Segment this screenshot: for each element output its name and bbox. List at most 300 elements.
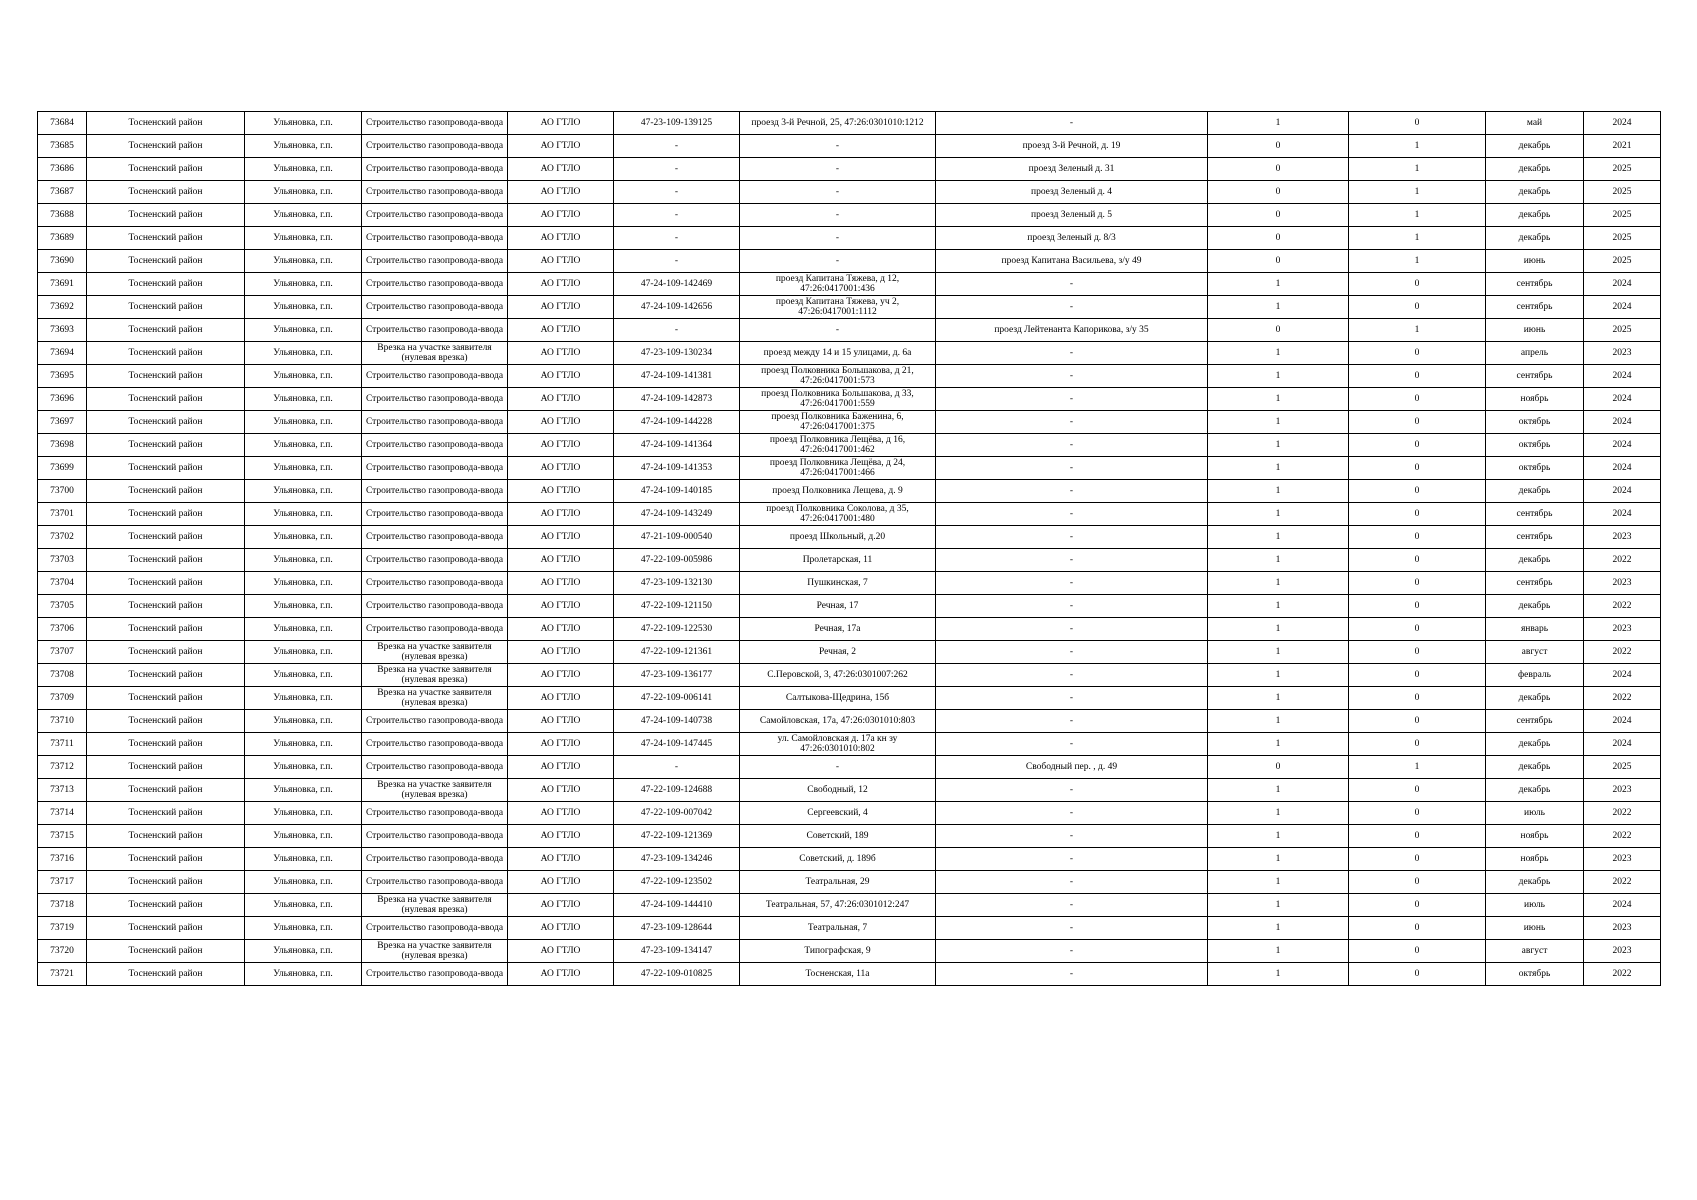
settlement-cell: Ульяновка, г.п.	[245, 112, 362, 135]
settlement-cell: Ульяновка, г.п.	[245, 618, 362, 641]
work-type-cell: Строительство газопровода-ввода	[362, 112, 508, 135]
count-built-cell: 1	[1208, 411, 1349, 434]
application-number-cell: 47-24-109-142656	[614, 296, 740, 319]
count-planned-cell: 0	[1349, 710, 1486, 733]
organization-cell: АО ГТЛО	[508, 641, 614, 664]
object-address-cell: проезд Полковника Большакова, д 33, 47:26:0417001:559	[740, 388, 936, 411]
count-planned-cell: 0	[1349, 526, 1486, 549]
year-cell: 2024	[1584, 388, 1661, 411]
month-cell: январь	[1486, 618, 1584, 641]
count-built-cell: 1	[1208, 802, 1349, 825]
row-number-cell: 73689	[38, 227, 87, 250]
year-cell: 2023	[1584, 342, 1661, 365]
organization-cell: АО ГТЛО	[508, 710, 614, 733]
month-cell: июнь	[1486, 319, 1584, 342]
application-number-cell: 47-23-109-139125	[614, 112, 740, 135]
object-address-cell: Театральная, 57, 47:26:0301012:247	[740, 894, 936, 917]
count-planned-cell: 0	[1349, 664, 1486, 687]
year-cell: 2024	[1584, 112, 1661, 135]
table-row	[38, 411, 1661, 434]
count-built-cell: 1	[1208, 480, 1349, 503]
application-number-cell: 47-24-109-142873	[614, 388, 740, 411]
application-number-cell: 47-22-109-124688	[614, 779, 740, 802]
object-address-cell: проезд между 14 и 15 улицами, д. 6а	[740, 342, 936, 365]
object-address-cell: Советский, д. 189б	[740, 848, 936, 871]
count-planned-cell: 0	[1349, 779, 1486, 802]
count-planned-cell: 0	[1349, 848, 1486, 871]
work-type-cell: Строительство газопровода-ввода	[362, 618, 508, 641]
count-planned-cell: 0	[1349, 641, 1486, 664]
settlement-cell: Ульяновка, г.п.	[245, 825, 362, 848]
count-planned-cell: 0	[1349, 296, 1486, 319]
organization-cell: АО ГТЛО	[508, 296, 614, 319]
planned-address-cell: -	[936, 733, 1208, 756]
count-built-cell: 1	[1208, 618, 1349, 641]
planned-address-cell: -	[936, 802, 1208, 825]
year-cell: 2024	[1584, 503, 1661, 526]
table-row	[38, 342, 1661, 365]
count-planned-cell: 0	[1349, 434, 1486, 457]
object-address-cell: проезд Полковника Лещёва, д 16, 47:26:0417001:462	[740, 434, 936, 457]
count-planned-cell: 1	[1349, 227, 1486, 250]
count-planned-cell: 1	[1349, 319, 1486, 342]
count-built-cell: 1	[1208, 940, 1349, 963]
table-row	[38, 618, 1661, 641]
work-type-cell: Строительство газопровода-ввода	[362, 595, 508, 618]
year-cell: 2023	[1584, 572, 1661, 595]
row-number-cell: 73705	[38, 595, 87, 618]
year-cell: 2025	[1584, 158, 1661, 181]
settlement-cell: Ульяновка, г.п.	[245, 572, 362, 595]
object-address-cell: проезд Полковника Баженина, 6, 47:26:0417001:375	[740, 411, 936, 434]
application-number-cell: -	[614, 135, 740, 158]
table-row	[38, 365, 1661, 388]
organization-cell: АО ГТЛО	[508, 503, 614, 526]
settlement-cell: Ульяновка, г.п.	[245, 503, 362, 526]
planned-address-cell: -	[936, 687, 1208, 710]
work-type-cell: Строительство газопровода-ввода	[362, 158, 508, 181]
count-planned-cell: 0	[1349, 112, 1486, 135]
row-number-cell: 73718	[38, 894, 87, 917]
count-built-cell: 1	[1208, 779, 1349, 802]
count-built-cell: 1	[1208, 894, 1349, 917]
organization-cell: АО ГТЛО	[508, 572, 614, 595]
planned-address-cell: -	[936, 917, 1208, 940]
table-row	[38, 687, 1661, 710]
count-built-cell: 0	[1208, 250, 1349, 273]
planned-address-cell: -	[936, 779, 1208, 802]
count-planned-cell: 0	[1349, 411, 1486, 434]
application-number-cell: 47-24-109-141364	[614, 434, 740, 457]
object-address-cell: -	[740, 319, 936, 342]
row-number-cell: 73719	[38, 917, 87, 940]
work-type-cell: Строительство газопровода-ввода	[362, 181, 508, 204]
district-cell: Тосненский район	[87, 112, 245, 135]
month-cell: сентябрь	[1486, 365, 1584, 388]
settlement-cell: Ульяновка, г.п.	[245, 549, 362, 572]
work-type-cell: Строительство газопровода-ввода	[362, 963, 508, 986]
count-built-cell: 0	[1208, 227, 1349, 250]
count-built-cell: 1	[1208, 112, 1349, 135]
application-number-cell: 47-24-109-144410	[614, 894, 740, 917]
year-cell: 2024	[1584, 710, 1661, 733]
object-address-cell: ул. Самойловская д. 17а кн зу 47:26:0301010:802	[740, 733, 936, 756]
district-cell: Тосненский район	[87, 319, 245, 342]
district-cell: Тосненский район	[87, 963, 245, 986]
settlement-cell: Ульяновка, г.п.	[245, 250, 362, 273]
count-built-cell: 1	[1208, 388, 1349, 411]
settlement-cell: Ульяновка, г.п.	[245, 710, 362, 733]
object-address-cell: проезд Полковника Лещева, д. 9	[740, 480, 936, 503]
data-table	[37, 111, 1661, 986]
settlement-cell: Ульяновка, г.п.	[245, 388, 362, 411]
row-number-cell: 73715	[38, 825, 87, 848]
row-number-cell: 73688	[38, 204, 87, 227]
count-planned-cell: 1	[1349, 135, 1486, 158]
month-cell: декабрь	[1486, 135, 1584, 158]
count-planned-cell: 0	[1349, 365, 1486, 388]
planned-address-cell: -	[936, 710, 1208, 733]
organization-cell: АО ГТЛО	[508, 457, 614, 480]
count-planned-cell: 0	[1349, 503, 1486, 526]
month-cell: декабрь	[1486, 871, 1584, 894]
table-row	[38, 733, 1661, 756]
month-cell: август	[1486, 641, 1584, 664]
object-address-cell: Советский, 189	[740, 825, 936, 848]
district-cell: Тосненский район	[87, 940, 245, 963]
planned-address-cell: Свободный пер. , д. 49	[936, 756, 1208, 779]
district-cell: Тосненский район	[87, 802, 245, 825]
district-cell: Тосненский район	[87, 503, 245, 526]
district-cell: Тосненский район	[87, 457, 245, 480]
settlement-cell: Ульяновка, г.п.	[245, 756, 362, 779]
year-cell: 2024	[1584, 434, 1661, 457]
district-cell: Тосненский район	[87, 411, 245, 434]
table-row	[38, 779, 1661, 802]
organization-cell: АО ГТЛО	[508, 595, 614, 618]
district-cell: Тосненский район	[87, 342, 245, 365]
row-number-cell: 73700	[38, 480, 87, 503]
work-type-cell: Строительство газопровода-ввода	[362, 365, 508, 388]
row-number-cell: 73714	[38, 802, 87, 825]
count-built-cell: 1	[1208, 825, 1349, 848]
table-row	[38, 894, 1661, 917]
month-cell: декабрь	[1486, 687, 1584, 710]
organization-cell: АО ГТЛО	[508, 733, 614, 756]
table-row	[38, 250, 1661, 273]
month-cell: декабрь	[1486, 227, 1584, 250]
month-cell: сентябрь	[1486, 526, 1584, 549]
planned-address-cell: -	[936, 595, 1208, 618]
table-row	[38, 388, 1661, 411]
count-built-cell: 1	[1208, 733, 1349, 756]
settlement-cell: Ульяновка, г.п.	[245, 664, 362, 687]
year-cell: 2023	[1584, 917, 1661, 940]
month-cell: июнь	[1486, 917, 1584, 940]
organization-cell: АО ГТЛО	[508, 526, 614, 549]
row-number-cell: 73684	[38, 112, 87, 135]
organization-cell: АО ГТЛО	[508, 342, 614, 365]
year-cell: 2023	[1584, 940, 1661, 963]
settlement-cell: Ульяновка, г.п.	[245, 457, 362, 480]
work-type-cell: Строительство газопровода-ввода	[362, 319, 508, 342]
settlement-cell: Ульяновка, г.п.	[245, 296, 362, 319]
work-type-cell: Строительство газопровода-ввода	[362, 388, 508, 411]
planned-address-cell: -	[936, 526, 1208, 549]
organization-cell: АО ГТЛО	[508, 894, 614, 917]
district-cell: Тосненский район	[87, 273, 245, 296]
planned-address-cell: -	[936, 848, 1208, 871]
table-row	[38, 296, 1661, 319]
application-number-cell: -	[614, 250, 740, 273]
month-cell: апрель	[1486, 342, 1584, 365]
table-row	[38, 204, 1661, 227]
district-cell: Тосненский район	[87, 250, 245, 273]
table-row	[38, 756, 1661, 779]
district-cell: Тосненский район	[87, 296, 245, 319]
object-address-cell: проезд Капитана Тяжева, уч 2, 47:26:0417001:1112	[740, 296, 936, 319]
table-row	[38, 503, 1661, 526]
count-planned-cell: 0	[1349, 273, 1486, 296]
table-body	[38, 112, 1661, 986]
application-number-cell: 47-24-109-142469	[614, 273, 740, 296]
row-number-cell: 73709	[38, 687, 87, 710]
planned-address-cell: -	[936, 549, 1208, 572]
district-cell: Тосненский район	[87, 733, 245, 756]
district-cell: Тосненский район	[87, 526, 245, 549]
table-row	[38, 710, 1661, 733]
count-planned-cell: 1	[1349, 756, 1486, 779]
settlement-cell: Ульяновка, г.п.	[245, 158, 362, 181]
application-number-cell: -	[614, 227, 740, 250]
application-number-cell: 47-22-109-121369	[614, 825, 740, 848]
year-cell: 2023	[1584, 779, 1661, 802]
planned-address-cell: проезд Капитана Васильева, з/у 49	[936, 250, 1208, 273]
table-row	[38, 158, 1661, 181]
organization-cell: АО ГТЛО	[508, 687, 614, 710]
year-cell: 2024	[1584, 365, 1661, 388]
count-planned-cell: 0	[1349, 457, 1486, 480]
month-cell: сентябрь	[1486, 273, 1584, 296]
organization-cell: АО ГТЛО	[508, 618, 614, 641]
district-cell: Тосненский район	[87, 158, 245, 181]
organization-cell: АО ГТЛО	[508, 664, 614, 687]
work-type-cell: Строительство газопровода-ввода	[362, 411, 508, 434]
year-cell: 2025	[1584, 250, 1661, 273]
year-cell: 2023	[1584, 848, 1661, 871]
month-cell: октябрь	[1486, 434, 1584, 457]
settlement-cell: Ульяновка, г.п.	[245, 595, 362, 618]
year-cell: 2024	[1584, 480, 1661, 503]
planned-address-cell: -	[936, 641, 1208, 664]
planned-address-cell: -	[936, 365, 1208, 388]
count-built-cell: 1	[1208, 664, 1349, 687]
district-cell: Тосненский район	[87, 572, 245, 595]
planned-address-cell: проезд Зеленый д. 8/3	[936, 227, 1208, 250]
count-built-cell: 1	[1208, 503, 1349, 526]
organization-cell: АО ГТЛО	[508, 273, 614, 296]
organization-cell: АО ГТЛО	[508, 365, 614, 388]
settlement-cell: Ульяновка, г.п.	[245, 848, 362, 871]
year-cell: 2024	[1584, 664, 1661, 687]
work-type-cell: Строительство газопровода-ввода	[362, 848, 508, 871]
organization-cell: АО ГТЛО	[508, 480, 614, 503]
count-planned-cell: 1	[1349, 158, 1486, 181]
district-cell: Тосненский район	[87, 204, 245, 227]
application-number-cell: 47-24-109-140185	[614, 480, 740, 503]
count-built-cell: 1	[1208, 871, 1349, 894]
count-built-cell: 1	[1208, 434, 1349, 457]
application-number-cell: -	[614, 319, 740, 342]
district-cell: Тосненский район	[87, 388, 245, 411]
application-number-cell: 47-24-109-140738	[614, 710, 740, 733]
object-address-cell: Пушкинская, 7	[740, 572, 936, 595]
work-type-cell: Строительство газопровода-ввода	[362, 802, 508, 825]
organization-cell: АО ГТЛО	[508, 963, 614, 986]
table-row	[38, 664, 1661, 687]
district-cell: Тосненский район	[87, 779, 245, 802]
count-planned-cell: 0	[1349, 917, 1486, 940]
month-cell: июль	[1486, 802, 1584, 825]
planned-address-cell: -	[936, 825, 1208, 848]
table-row	[38, 112, 1661, 135]
organization-cell: АО ГТЛО	[508, 227, 614, 250]
planned-address-cell: -	[936, 457, 1208, 480]
organization-cell: АО ГТЛО	[508, 825, 614, 848]
year-cell: 2022	[1584, 871, 1661, 894]
district-cell: Тосненский район	[87, 595, 245, 618]
month-cell: декабрь	[1486, 595, 1584, 618]
table-row	[38, 871, 1661, 894]
settlement-cell: Ульяновка, г.п.	[245, 480, 362, 503]
object-address-cell: -	[740, 181, 936, 204]
settlement-cell: Ульяновка, г.п.	[245, 894, 362, 917]
table-row	[38, 963, 1661, 986]
application-number-cell: 47-23-109-134246	[614, 848, 740, 871]
table-row	[38, 595, 1661, 618]
year-cell: 2023	[1584, 618, 1661, 641]
planned-address-cell: -	[936, 894, 1208, 917]
object-address-cell: проезд Капитана Тяжева, д 12, 47:26:0417001:436	[740, 273, 936, 296]
object-address-cell: Пролетарская, 11	[740, 549, 936, 572]
row-number-cell: 73701	[38, 503, 87, 526]
table-row	[38, 848, 1661, 871]
month-cell: декабрь	[1486, 480, 1584, 503]
work-type-cell: Строительство газопровода-ввода	[362, 250, 508, 273]
table-row	[38, 227, 1661, 250]
year-cell: 2023	[1584, 526, 1661, 549]
district-cell: Тосненский район	[87, 549, 245, 572]
row-number-cell: 73685	[38, 135, 87, 158]
planned-address-cell: -	[936, 572, 1208, 595]
application-number-cell: 47-22-109-121150	[614, 595, 740, 618]
planned-address-cell: -	[936, 273, 1208, 296]
count-built-cell: 1	[1208, 549, 1349, 572]
month-cell: ноябрь	[1486, 848, 1584, 871]
application-number-cell: 47-24-109-141353	[614, 457, 740, 480]
count-planned-cell: 0	[1349, 480, 1486, 503]
planned-address-cell: проезд 3-й Речной, д. 19	[936, 135, 1208, 158]
work-type-cell: Строительство газопровода-ввода	[362, 434, 508, 457]
district-cell: Тосненский район	[87, 618, 245, 641]
district-cell: Тосненский район	[87, 480, 245, 503]
count-built-cell: 1	[1208, 342, 1349, 365]
object-address-cell: Салтыкова-Щедрина, 15б	[740, 687, 936, 710]
settlement-cell: Ульяновка, г.п.	[245, 687, 362, 710]
year-cell: 2022	[1584, 595, 1661, 618]
application-number-cell: 47-22-109-010825	[614, 963, 740, 986]
year-cell: 2022	[1584, 549, 1661, 572]
month-cell: июль	[1486, 894, 1584, 917]
settlement-cell: Ульяновка, г.п.	[245, 526, 362, 549]
application-number-cell: 47-23-109-134147	[614, 940, 740, 963]
object-address-cell: Свободный, 12	[740, 779, 936, 802]
month-cell: июнь	[1486, 250, 1584, 273]
organization-cell: АО ГТЛО	[508, 135, 614, 158]
district-cell: Тосненский район	[87, 687, 245, 710]
work-type-cell: Строительство газопровода-ввода	[362, 756, 508, 779]
year-cell: 2022	[1584, 825, 1661, 848]
row-number-cell: 73691	[38, 273, 87, 296]
month-cell: декабрь	[1486, 204, 1584, 227]
settlement-cell: Ульяновка, г.п.	[245, 365, 362, 388]
work-type-cell: Строительство газопровода-ввода	[362, 710, 508, 733]
organization-cell: АО ГТЛО	[508, 319, 614, 342]
planned-address-cell: -	[936, 112, 1208, 135]
month-cell: октябрь	[1486, 963, 1584, 986]
planned-address-cell: -	[936, 664, 1208, 687]
month-cell: декабрь	[1486, 158, 1584, 181]
work-type-cell: Строительство газопровода-ввода	[362, 825, 508, 848]
row-number-cell: 73704	[38, 572, 87, 595]
object-address-cell: Речная, 17а	[740, 618, 936, 641]
month-cell: октябрь	[1486, 411, 1584, 434]
count-built-cell: 0	[1208, 181, 1349, 204]
settlement-cell: Ульяновка, г.п.	[245, 342, 362, 365]
organization-cell: АО ГТЛО	[508, 181, 614, 204]
object-address-cell: Речная, 2	[740, 641, 936, 664]
district-cell: Тосненский район	[87, 434, 245, 457]
application-number-cell: 47-24-109-144228	[614, 411, 740, 434]
organization-cell: АО ГТЛО	[508, 756, 614, 779]
planned-address-cell: -	[936, 618, 1208, 641]
count-planned-cell: 0	[1349, 572, 1486, 595]
planned-address-cell: -	[936, 388, 1208, 411]
organization-cell: АО ГТЛО	[508, 940, 614, 963]
work-type-cell: Врезка на участке заявителя (нулевая врезка)	[362, 894, 508, 917]
district-cell: Тосненский район	[87, 871, 245, 894]
row-number-cell: 73694	[38, 342, 87, 365]
row-number-cell: 73687	[38, 181, 87, 204]
district-cell: Тосненский район	[87, 365, 245, 388]
month-cell: декабрь	[1486, 549, 1584, 572]
row-number-cell: 73698	[38, 434, 87, 457]
year-cell: 2025	[1584, 756, 1661, 779]
application-number-cell: 47-22-109-005986	[614, 549, 740, 572]
month-cell: май	[1486, 112, 1584, 135]
organization-cell: АО ГТЛО	[508, 388, 614, 411]
object-address-cell: Речная, 17	[740, 595, 936, 618]
table-row	[38, 549, 1661, 572]
object-address-cell: Самойловская, 17а, 47:26:0301010:803	[740, 710, 936, 733]
row-number-cell: 73702	[38, 526, 87, 549]
row-number-cell: 73703	[38, 549, 87, 572]
work-type-cell: Строительство газопровода-ввода	[362, 457, 508, 480]
planned-address-cell: -	[936, 940, 1208, 963]
work-type-cell: Врезка на участке заявителя (нулевая врезка)	[362, 940, 508, 963]
count-planned-cell: 0	[1349, 963, 1486, 986]
settlement-cell: Ульяновка, г.п.	[245, 135, 362, 158]
